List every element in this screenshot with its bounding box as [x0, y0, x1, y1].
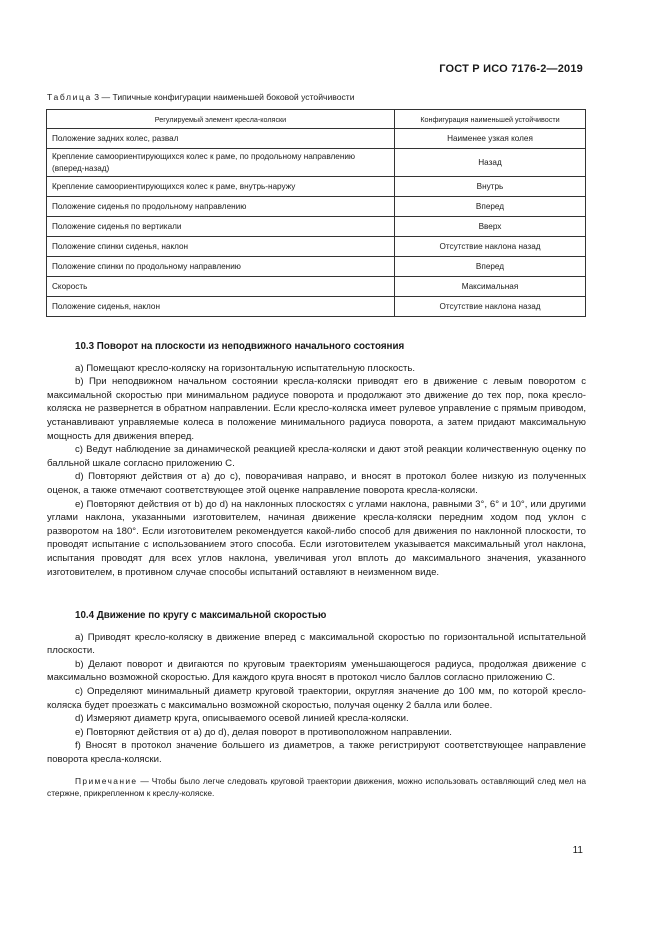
section-heading: 10.3 Поворот на плоскости из неподвижного начального состояния	[75, 341, 405, 352]
standard-code: ГОСТ Р ИСО 7176-2—2019	[439, 63, 583, 75]
paragraph: b) При неподвижном начальном состоянии кресла-коляски приводят его в движение с левым поворотом с максимальной скоростью при минимальном радиусе поворота и продолжают это движение до тех пор, пока кресло-коляска не развернется в обратном направлении. Если кресло-коляска имеет рулевое управление с прямым приводом, устанавливают управляемые колеса в положение минимального радиуса поворота, а затем придают максимальную мощность для движения вперед.	[47, 376, 586, 442]
section-heading: 10.4 Движение по кругу с максимальной скоростью	[75, 610, 327, 621]
paragraph: b) Делают поворот и двигаются по круговым траекториям уменьшающегося радиуса, продолжая движение с максимально возможной скоростью. Для каждого круга вносят в протокол число баллов согласно приложению С.	[47, 658, 586, 684]
row-config: Наименее узкая колея	[395, 129, 586, 149]
row-config: Вперед	[395, 257, 586, 277]
column-header-element: Регулируемый элемент кресла-коляски	[47, 110, 395, 129]
row-element: Крепление самоориентирующихся колес к раме, по продольному направлению (вперед-назад)	[47, 149, 395, 177]
row-element: Положение сиденья, наклон	[47, 297, 395, 317]
table-caption-title: — Типичные конфигурации наименьшей боковой устойчивости	[101, 92, 355, 102]
row-config: Отсутствие наклона назад	[395, 297, 586, 317]
paragraph: c) Ведут наблюдение за динамической реакцией кресла-коляски и дают этой реакции количественную оценку по балльной шкале согласно приложению С.	[47, 444, 586, 469]
row-config: Назад	[395, 149, 586, 177]
table-row	[47, 237, 586, 257]
configuration-table	[46, 109, 586, 317]
row-element: Положение сиденья по продольному направлению	[47, 197, 395, 217]
row-element: Скорость	[47, 277, 395, 297]
paragraph: d) Измеряют диаметр круга, описываемого осевой линией кресла-коляски.	[75, 713, 409, 725]
table-row	[47, 277, 586, 297]
row-element: Положение задних колес, развал	[47, 129, 395, 149]
table-caption	[47, 92, 355, 102]
row-config: Вверх	[395, 217, 586, 237]
row-config: Максимальная	[395, 277, 586, 297]
paragraph: a) Приводят кресло-коляску в движение вперед с максимальной скоростью по горизонтальной испытательной плоскости.	[47, 631, 586, 657]
paragraph: d) Повторяют действия от а) до с), поворачивая направо, и вносят в протокол более низкую из полученных оценок, а также отмечают соответствующее этой оценке направление поворота кресла-коляски.	[47, 471, 586, 496]
section-10-3	[47, 340, 586, 579]
row-config: Отсутствие наклона назад	[395, 237, 586, 257]
row-element: Положение сиденья по вертикали	[47, 217, 395, 237]
row-config: Вперед	[395, 197, 586, 217]
note-text: — Чтобы было легче следовать круговой траектории движения, можно использовать оставляющий след мел на стержне, прикрепленном к креслу-коляске.	[47, 775, 586, 798]
paragraph: a) Помещают кресло-коляску на горизонтальную испытательную плоскость.	[75, 362, 416, 374]
paragraph: c) Определяют минимальный диаметр круговой траектории, округляя значение до 100 мм, по которой кресло-коляска будет проезжать с максимально возможной скоростью, получая оценку 2 балла или более.	[47, 685, 586, 711]
table-caption-label: Таблица	[47, 92, 92, 102]
table-row	[47, 177, 586, 197]
table-row	[47, 149, 586, 177]
column-header-config: Конфигурация наименьшей устойчивости	[395, 110, 586, 129]
paragraph: e) Повторяют действия от а) до d), делая поворот в противоположном направлении.	[75, 726, 452, 738]
row-element: Положение спинки сиденья, наклон	[47, 237, 395, 257]
row-config: Внутрь	[395, 177, 586, 197]
table-row	[47, 257, 586, 277]
page-number: 11	[572, 845, 583, 856]
note	[47, 775, 586, 800]
table-row	[47, 297, 586, 317]
table-row	[47, 129, 586, 149]
table-row	[47, 217, 586, 237]
table-header-row	[47, 110, 586, 129]
table-caption-number: 3	[94, 92, 100, 102]
section-10-4	[47, 609, 586, 799]
row-element: Крепление самоориентирующихся колес к раме, внутрь-наружу	[47, 177, 395, 197]
note-label: Примечание	[75, 775, 138, 786]
row-element: Положение спинки по продольному направлению	[47, 257, 395, 277]
table-row	[47, 197, 586, 217]
paragraph: e) Повторяют действия от b) до d) на наклонных плоскостях с углами наклона, равными 3°, 6° и 10°, или другими углами наклона, указанными изготовителем, начиная движение кресла-коляски передним ходом под уклон с разворотом на 180°. Если изготовителем рекомендуется какой-либо способ для движения по наклонной плоскости, то проводят испытание с использованием этого способа. Если изготовителем указывается максимальный угол наклона, испытания проводят для всех углов наклона, увеличивая угол вплоть до максимального значения, указанного изготовителем, в противном случае способы испытаний оставляют в неизменном виде.	[47, 498, 586, 578]
paragraph: f) Вносят в протокол значение большего из диаметров, а также регистрируют соответствующее направление поворота кресла-коляски.	[47, 740, 586, 765]
